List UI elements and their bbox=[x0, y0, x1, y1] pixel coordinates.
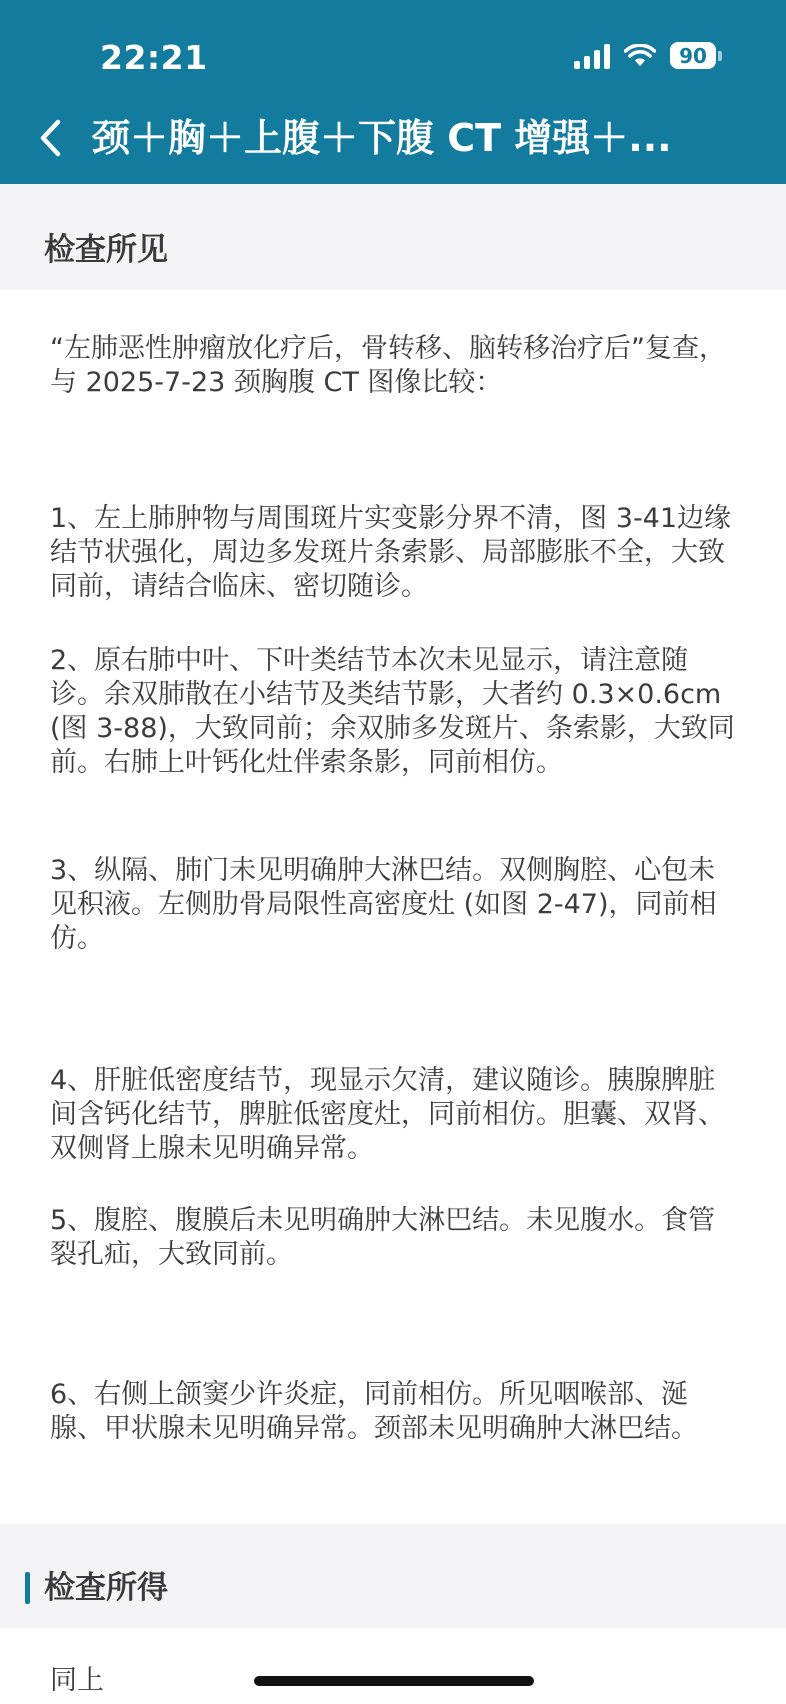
section-accent-bar bbox=[25, 50, 30, 82]
section-title-findings: 检查所见 bbox=[44, 232, 168, 268]
results-section-header bbox=[0, 1524, 786, 1628]
wifi-icon bbox=[624, 44, 656, 68]
finding-item-2: 2、原右肺中叶、下叶类结节本次未见显示，请注意随诊。余双肺散在小结节及类结节影，大者约 0.3×0.6cm (图 3-88)，大致同前；余双肺多发斑片、条索影，大致同前。右肺上叶钙化灶伴索条影，同前相仿。 bbox=[50, 645, 735, 778]
finding-item-4: 4、肝脏低密度结节，现显示欠清，建议随诊。胰腺脾脏间含钙化结节，脾脏低密度灶，同前相仿。胆囊、双肾、双侧肾上腺未见明确异常。 bbox=[50, 1065, 725, 1164]
findings-intro: “左肺恶性肿瘤放化疗后，骨转移、脑转移治疗后”复查，与 2025-7-23 颈胸腹 CT 图像比较： bbox=[50, 333, 726, 398]
section-accent-bar bbox=[25, 1572, 30, 1604]
finding-item-3: 3、纵隔、肺门未见明确肿大淋巴结。双侧胸腔、心包未见积液。左侧肋骨局限性高密度灶 (如图 2-47)，同前相仿。 bbox=[50, 855, 717, 954]
battery-icon bbox=[670, 42, 722, 69]
finding-item-5: 5、腹腔、腹膜后未见明确肿大淋巴结。未见腹水。食管裂孔疝，大致同前。 bbox=[50, 1205, 716, 1270]
findings-section-header bbox=[0, 184, 786, 290]
results-content: 同上 bbox=[50, 1665, 104, 1696]
status-icons bbox=[574, 42, 722, 69]
home-indicator[interactable] bbox=[254, 1676, 534, 1686]
battery-level: 90 bbox=[670, 42, 716, 69]
chevron-left-icon bbox=[39, 119, 61, 157]
page-title: 颈＋胸＋上腹＋下腹 CT 增强＋... bbox=[92, 116, 672, 160]
section-title-results: 检查所得 bbox=[44, 1570, 168, 1606]
cellular-signal-icon bbox=[574, 43, 610, 69]
back-button[interactable] bbox=[32, 114, 68, 162]
app-header bbox=[0, 0, 786, 184]
finding-item-6: 6、右侧上颌窦少许炎症，同前相仿。所见咽喉部、涎腺、甲状腺未见明确异常。颈部未见明确肿大淋巴结。 bbox=[50, 1379, 698, 1444]
finding-item-1: 1、左上肺肿物与周围斑片实变影分界不清，图 3-41边缘结节状强化，周边多发斑片条索影、局部膨胀不全，大致同前，请结合临床、密切随诊。 bbox=[50, 503, 732, 602]
status-time: 22:21 bbox=[100, 38, 208, 77]
